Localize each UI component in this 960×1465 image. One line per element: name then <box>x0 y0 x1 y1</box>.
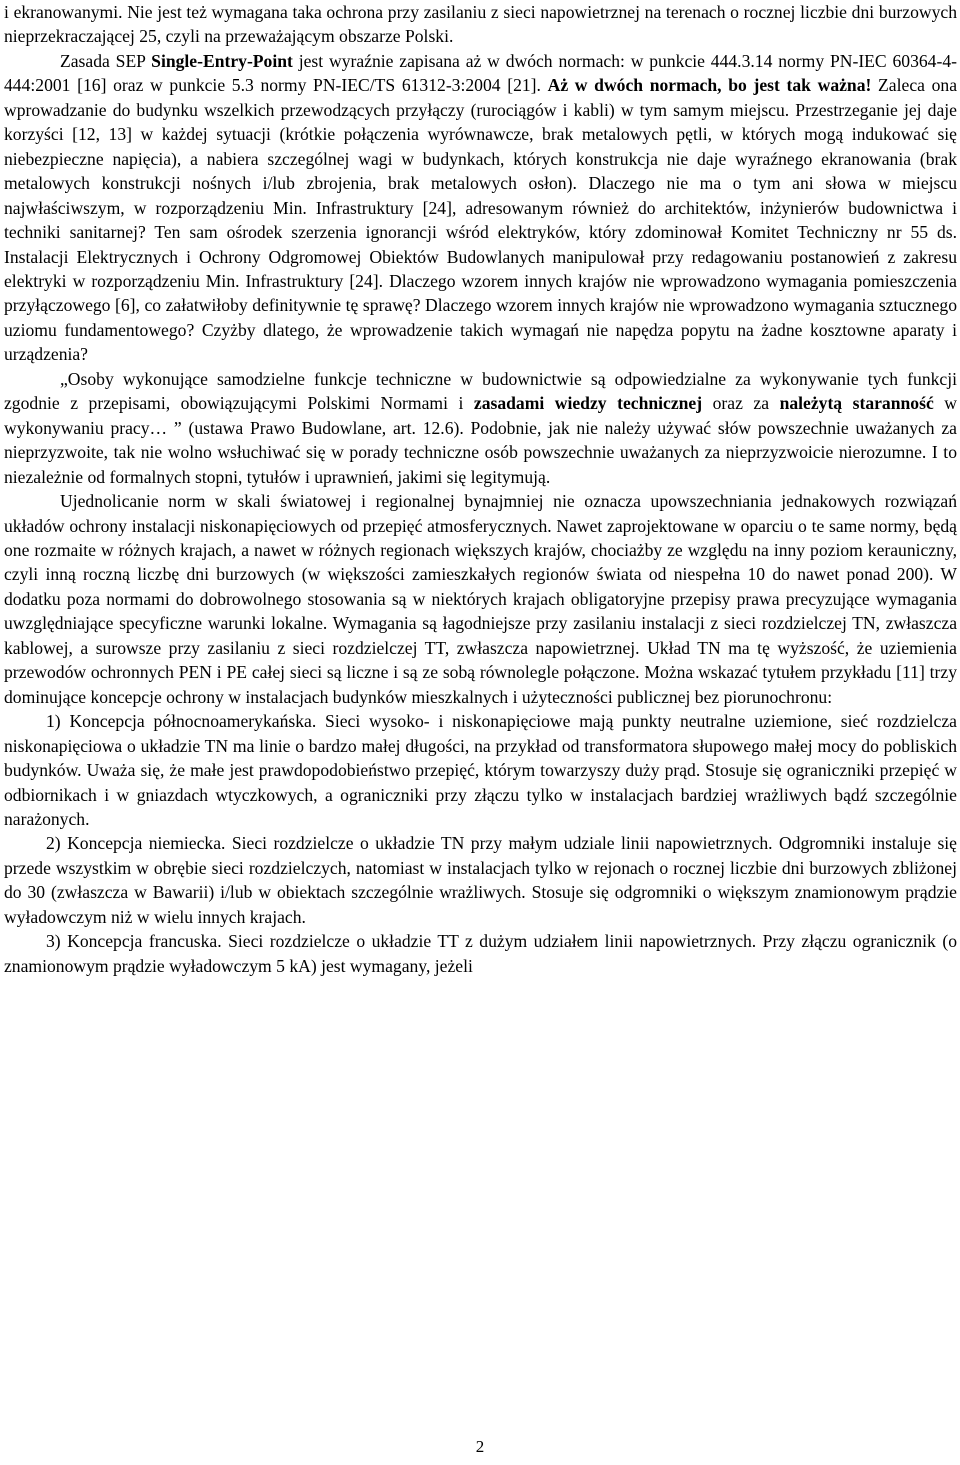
text-run: w wykonywaniu pracy… ” (ustawa Prawo Budowlane, art. 12.6). Podobnie, jak nie należy używać słów powszechnie uważanych za nieprzyzwoite, tak nie wolno wsłuchiwać się w porady techniczne osób powszechnie uważanych za nieprzyzwoicie nierozumne. I to niezależnie od formalnych stopni, tytułów i uprawnień, jakimi się legitymują. <box>4 393 957 487</box>
document-page <box>4 0 957 978</box>
paragraph <box>4 709 957 831</box>
bold-text: należytą staranność <box>779 393 934 414</box>
paragraph <box>4 367 957 489</box>
text-run: „Osoby wykonujące samodzielne funkcje techniczne w budownictwie są odpowiedzialne za wykonywanie tych funkcji zgodnie z przepisami, obowiązującymi Polskimi Normami i <box>4 368 957 414</box>
text-run: 1) Koncepcja północnoamerykańska. Sieci wysoko- i niskonapięciowe mają punkty neutralne uziemione, sieć rozdzielcza niskonapięciowa o układzie TN ma linie o bardzo małej długości, na przykład od transformatora słupowego małej mocy do pobliskich budynków. Uważa się, że małe jest prawdopodobieństwo przepięć, którym towarzyszy duży prąd. Stosuje się ograniczniki przepięć w odbiornikach i w gniazdach wtyczkowych, a ograniczniki przy złączu tylko w instalacjach bardziej wrażliwych bądź szczególnie narażonych. <box>4 711 957 829</box>
paragraph <box>4 0 957 49</box>
paragraph <box>4 49 957 367</box>
text-run: Ujednolicanie norm w skali światowej i regionalnej bynajmniej nie oznacza upowszechniania jednakowych rozwiązań układów ochrony instalacji niskonapięciowych od przepięć atmosferycznych. Nawet zaprojektowane w oparciu o te same normy, będą one rozmaite w różnych krajach, a nawet w różnych regionach większych krajów, chociażby ze względu na inny poziom kerauniczny, czyli inną roczną liczbę dni burzowych (w większości zamieszkałych regionów świata od niespełna 10 do nawet ponad 200). W dodatku poza normami do dobrowolnego stosowania są w niektórych krajach obligatoryjne przepisy prawa precyzujące wymagania uwzględniające specyficzne warunki lokalne. Wymagania są łagodniejsze przy zasilaniu instalacji z sieci rozdzielczej TN, zwłaszcza kablowej, a surowsze przy zasilaniu z sieci rozdzielczej TT, zwłaszcza napowietrznej. Układ TN ma tę wyższość, że uziemienia przewodów ochronnych PEN i PE całej sieci są liczne i są ze sobą równolegle połączone. Można wskazać tytułem przykładu [11] trzy dominujące koncepcje ochrony w instalacjach budynków mieszkalnych i użyteczności publicznej bez piorunochronu: <box>4 491 957 707</box>
text-run: Zaleca ona wprowadzanie do budynku wszelkich przewodzących przyłączy (rurociągów i kabli) w tym samym miejscu. Przestrzeganie jej daje korzyści [12, 13] w każdej sytuacji (krótkie połączenia wyrównawcze, brak metalowych pętli, w których mogą indukować się niebezpieczne napięcia), a nabiera szczególnej wagi w budynkach, których konstrukcja nie daje wyraźnego ekranowania (brak metalowych konstrukcji nośnych i/lub zbrojenia, brak metalowych osłon). Dlaczego nie ma o tym ani słowa w miejscu najwłaściwszym, w rozporządzeniu Min. Infrastruktury [24], adresowanym również do architektów, inżynierów budownictwa i techniki sanitarnej? Ten sam ośrodek szerzenia ignorancji wśród elektryków, który zdominował Komitet Techniczny nr 55 ds. Instalacji Elektrycznych i Ochrony Odgromowej Obiektów Budowlanych manipulował przy redagowaniu postanowień z zakresu elektryki w rozporządzeniu Min. Infrastruktury [24]. Dlaczego wzorem innych krajów nie wprowadzono wymagania pomieszczenia przyłączowego [6], co załatwiłoby definitywnie tę sprawę? Dlaczego wzorem innych krajów nie wprowadzono wymagania sztucznego uziomu fundamentowego? Czyżby dlatego, że wprowadzenie takich wymagań nie napędza popytu na żadne kosztowne aparaty i urządzenia? <box>4 75 958 365</box>
text-run: 3) Koncepcja francuska. Sieci rozdzielcze o układzie TT z dużym udziałem linii napowietrznych. Przy złączu ogranicznik (o znamionowym prądzie wyładowczym 5 kA) jest wymagany, jeżeli <box>4 931 957 976</box>
bold-text: zasadami wiedzy technicznej <box>473 393 703 414</box>
text-run: 2) Koncepcja niemiecka. Sieci rozdzielcze o układzie TN przy małym udziale linii napowietrznych. Odgromniki instaluje się przede wszystkim w obrębie sieci rozdzielczych, natomiast w instalacjach tylko w rejonach o rocznej liczbie dni burzowych zbliżonej do 30 (zwłaszcza w Bawarii) i/lub w obiektach szczególnie wrażliwych. Stosuje się odgromniki o większym znamionowym prądzie wyładowczym niż w wielu innych krajach. <box>4 833 957 927</box>
text-run: jest wyraźnie zapisana aż w dwóch normach: w punkcie 444.3.14 normy PN-IEC 60364-4-444:2001 [16] oraz w punkcie 5.3 normy PN-IEC/TS 61312-3:2004 [21]. <box>4 50 957 96</box>
bold-text: Single-Entry-Point <box>151 50 293 71</box>
page-number: 2 <box>475 1437 485 1456</box>
paragraph <box>4 489 957 709</box>
text-run: Zasada SEP <box>60 50 152 71</box>
paragraph <box>4 929 957 978</box>
paragraph <box>4 831 957 929</box>
bold-text: Aż w dwóch normach, bo jest tak ważna! <box>547 75 872 96</box>
text-run: i ekranowanymi. Nie jest też wymagana taka ochrona przy zasilaniu z sieci napowietrznej na terenach o rocznej liczbie dni burzowych nieprzekraczającej 25, czyli na przeważającym obszarze Polski. <box>4 2 957 47</box>
text-run: oraz za <box>702 393 780 414</box>
